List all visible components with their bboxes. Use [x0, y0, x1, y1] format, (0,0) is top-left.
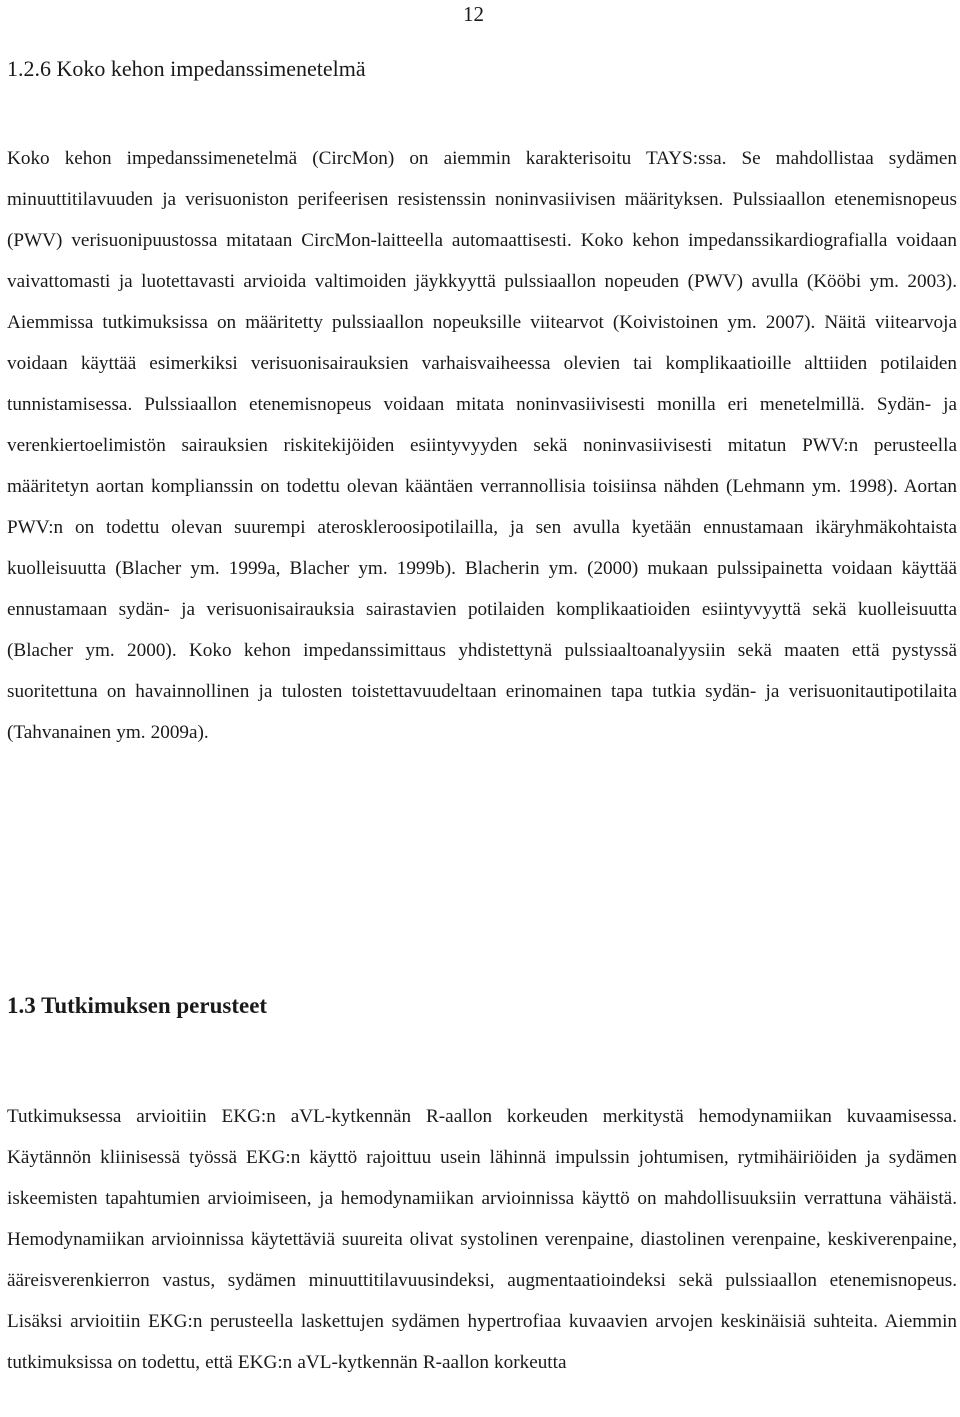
page-number: 12 [463, 2, 484, 26]
paragraph-study-background: Tutkimuksessa arvioitiin EKG:n aVL-kytkennän R-aallon korkeuden merkitystä hemodynamiikan kuvaamisessa. Käytännön kliinisessä työssä EKG:n käyttö rajoittuu usein lähinnä impulssin johtumisen, rytmihäiriöiden ja sydämen iskeemisten tapahtumien arvioimiseen, ja hemodynamiikan arvioinnissa käyttö on mahdollisuuksiin verrattuna vähäistä. Hemodynamiikan arvioinnissa käytettäviä suureita olivat systolinen verenpaine, diastolinen verenpaine, keskiverenpaine, ääreisverenkierron vastus, sydämen minuuttitilavuusindeksi, augmentaatioindeksi sekä pulssiaallon etenemisnopeus. Lisäksi arvioitiin EKG:n perusteella laskettujen sydämen hypertrofiaa kuvaavien arvojen keskinäisiä suhteita. Aiemmin tutkimuksissa on todettu, että EKG:n aVL-kytkennän R-aallon korkeutta [7, 1106, 957, 1373]
section-heading-1-3: 1.3 Tutkimuksen perusteet [7, 993, 268, 1018]
section-heading-1-2-6: 1.2.6 Koko kehon impedanssimenetelmä [7, 56, 366, 81]
paragraph-impedance-method: Koko kehon impedanssimenetelmä (CircMon) on aiemmin karakterisoitu TAYS:ssa. Se mahdollistaa sydämen minuuttitilavuuden ja verisuoniston perifeerisen resistenssin noninvasiivisen määrityksen. Pulssiaallon etenemisnopeus (PWV) verisuonipuustossa mitataan CircMon-laitteella automaattisesti. Koko kehon impedanssikardiografialla voidaan vaivattomasti ja luotettavasti arvioida valtimoiden jäykkyyttä pulssiaallon nopeuden (PWV) avulla (Kööbi ym. 2003). Aiemmissa tutkimuksissa on määritetty pulssiaallon nopeuksille viitearvot (Koivistoinen ym. 2007). Näitä viitearvoja voidaan käyttää esimerkiksi verisuonisairauksien varhaisvaiheessa olevien tai komplikaatioille alttiiden potilaiden tunnistamisessa. Pulssiaallon etenemisnopeus voidaan mitata noninvasiivisesti monilla eri menetelmillä. Sydän- ja verenkiertoelimistön sairauksien riskitekijöiden esiintyvyyden sekä noninvasiivisesti mitatun PWV:n perusteella määritetyn aortan komplianssin on todettu olevan kääntäen verrannollisia toisiinsa nähden (Lehmann ym. 1998). Aortan PWV:n on todettu olevan suurempi ateroskleroosipotilailla, ja sen avulla kyetään ennustamaan ikäryhmäkohtaista kuolleisuutta (Blacher ym. 1999a, Blacher ym. 1999b). Blacherin ym. (2000) mukaan pulssipainetta voidaan käyttää ennustamaan sydän- ja verisuonisairauksia sairastavien potilaiden komplikaatioiden esiintyvyyttä sekä kuolleisuutta (Blacher ym. 2000). Koko kehon impedanssimittaus yhdistettynä pulssiaaltoanalyysiin sekä maaten että pystyssä suoritettuna on havainnollinen ja tulosten toistettavuudeltaan erinomainen tapa tutkia sydän- ja verisuonitautipotilaita (Tahvanainen ym. 2009a). [7, 148, 957, 743]
